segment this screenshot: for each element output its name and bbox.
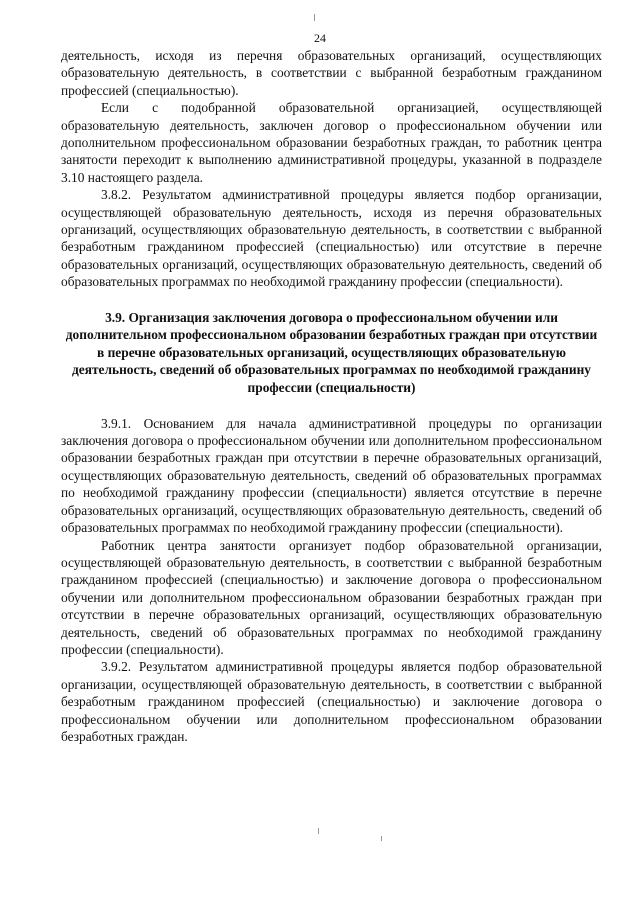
scan-mark (318, 828, 319, 834)
paragraph-contract-concluded: Если с подобранной образовательной организацией, осуществляющей образовательную деятельность, заключен договор о профессиональном обучении или дополнительном профессиональном образовании безработных граждан, то работник центра занятости переходит к выполнению административной процедуры, указанной в подразделе 3.10 настоящего раздела. (61, 100, 602, 185)
document-body (61, 47, 602, 745)
paragraph-3-9-1: 3.9.1. Основанием для начала административной процедуры по организации заключения договора о профессиональном обучении или дополнительном профессиональном образовании безработных граждан при отсутствии в перечне образовательных организаций, осуществляющих образовательную деятельность, сведений об образовательных программах по необходимой гражданину профессии (специальности) является отсутствие в перечне образовательных организаций, осуществляющих образовательную деятельность, сведений об образовательных программах по необходимой гражданину профессии (специальности). (61, 415, 602, 536)
section-heading-3-9: 3.9. Организация заключения договора о профессиональном обучении или дополнительном профессиональном образовании безработных граждан при отсутствии в перечне образовательных организаций, осуществляющих образовательную деятельность, сведений об образовательных программах по необходимой гражданину профессии (специальности) (65, 309, 598, 396)
paragraph-3-8-2: 3.8.2. Результатом административной процедуры является подбор организации, осуществляющей образовательную деятельность, исходя из перечня образовательных организаций, осуществляющих образовательную деятельность, в соответствии с выбранной безработным гражданином профессией (специальностью) или отсутствие в перечне образовательных организаций, осуществляющих образовательную деятельность, сведений об образовательных программах по необходимой гражданину профессии (специальности). (61, 187, 602, 290)
scan-mark (381, 836, 382, 841)
paragraph-continuation: деятельность, исходя из перечня образовательных организаций, осуществляющих образовательную деятельность, в соответствии с выбранной безработным гражданином профессией (специальностью). (61, 48, 602, 98)
scan-mark (314, 14, 315, 21)
page-number: 24 (314, 31, 326, 45)
paragraph-employment-center-worker: Работник центра занятости организует подбор образовательной организации, осуществляющей образовательную деятельность, в соответствии с выбранной безработным гражданином профессией (специальностью) и заключение договора о профессиональном обучении или дополнительном профессиональном образовании безработных граждан при отсутствии в перечне образовательных организаций, осуществляющих образовательную деятельность, сведений об образовательных программах по необходимой гражданину профессии (специальности). (61, 537, 602, 657)
paragraph-3-9-2: 3.9.2. Результатом административной процедуры является подбор образовательной организации, осуществляющей образовательную деятельность, в соответствии с выбранной безработным гражданином профессией (специальностью) и заключение договора о профессиональном обучении или дополнительном профессиональном образовании безработных граждан. (61, 659, 602, 744)
